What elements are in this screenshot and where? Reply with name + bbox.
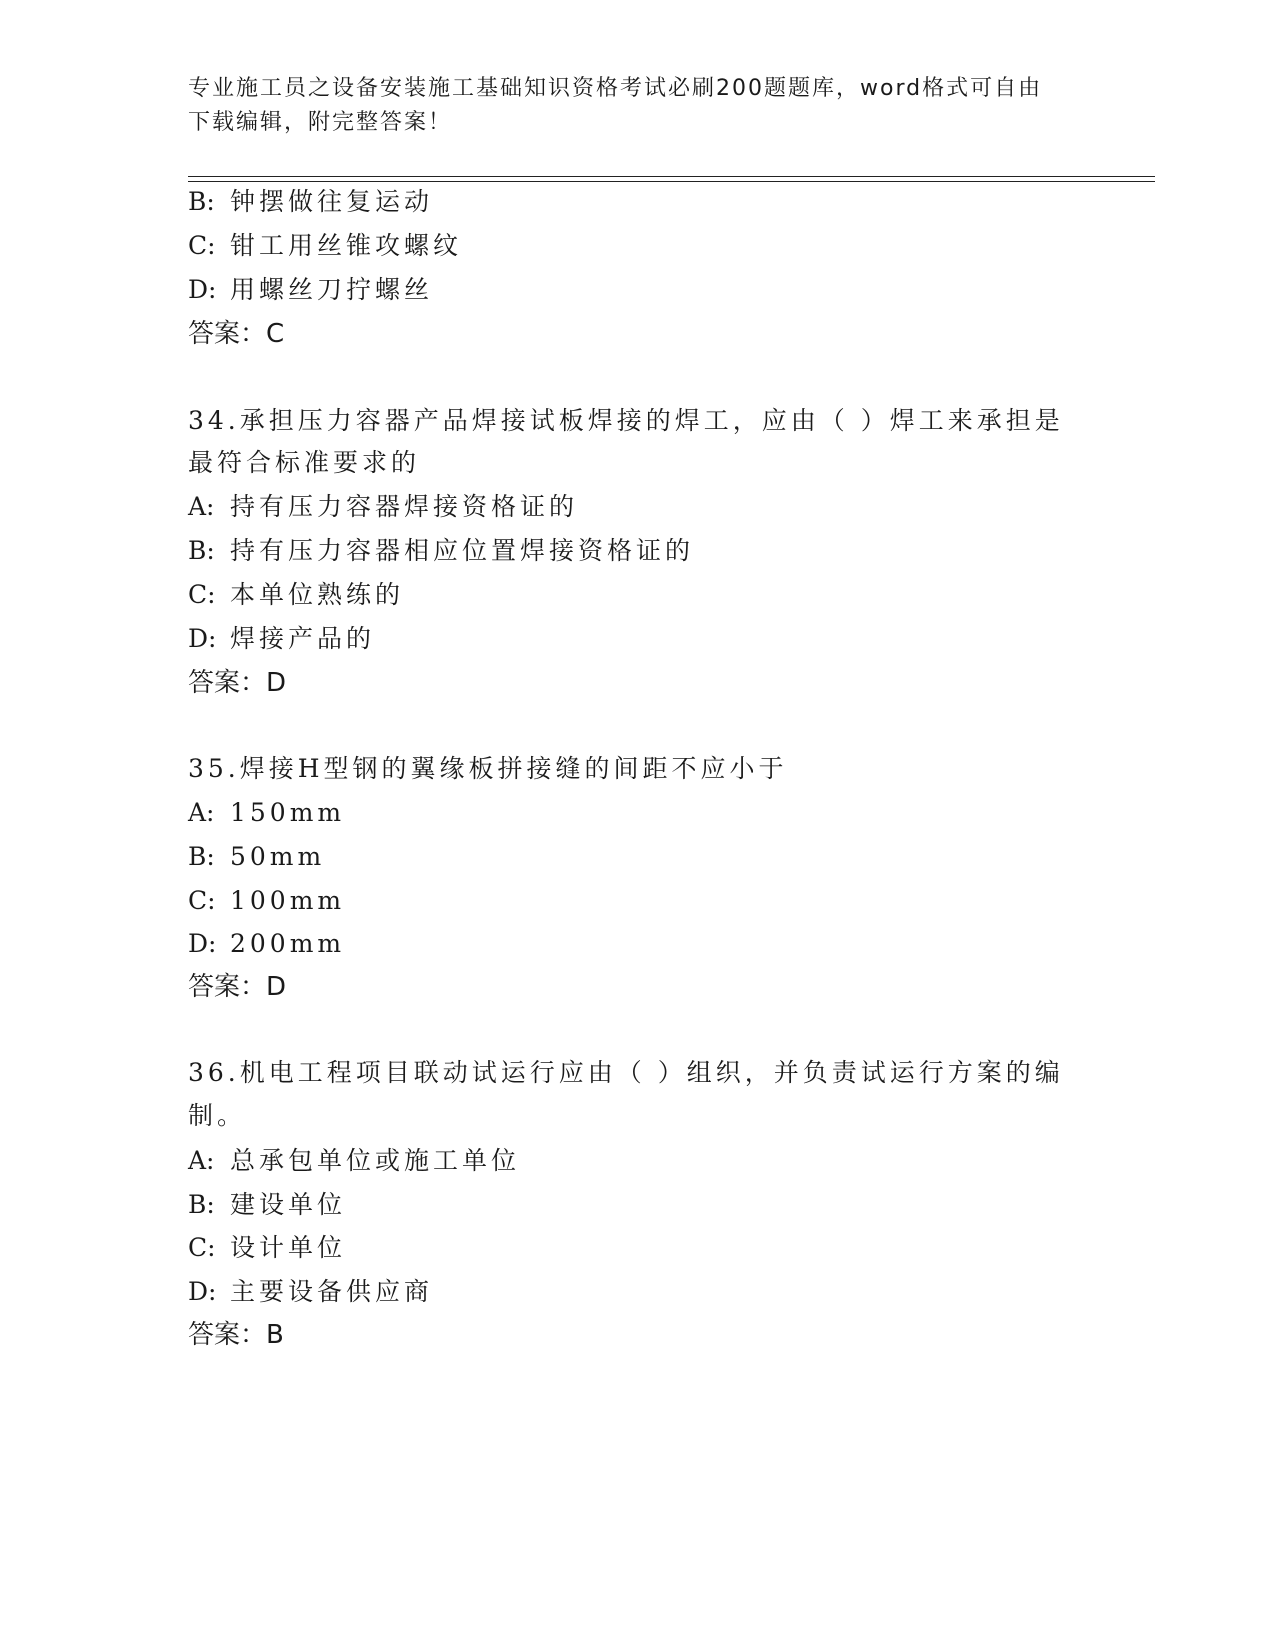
question-stem: 36.机电工程项目联动试运行应由（ ）组织，并负责试运行方案的编 [188,1058,1064,1087]
option-c: C: 钳工用丝锥攻螺纹 [188,231,463,260]
document-header [188,72,1068,140]
answer-line: 答案：C [188,319,285,349]
answer-line: 答案：D [188,972,287,1002]
question-stem: 34.承担压力容器产品焊接试板焊接的焊工，应由（ ）焊工来承担是 [188,406,1064,435]
header-divider-bottom [188,181,1155,182]
answer-line: 答案：B [188,1320,284,1350]
option-a: A: 持有压力容器焊接资格证的 [188,492,579,521]
option-c: C: 100mm [188,886,346,915]
header-divider-top [188,176,1155,177]
question-stem-continued: 制。 [188,1101,247,1130]
option-a: A: 总承包单位或施工单位 [188,1146,521,1175]
question-stem: 35.焊接H型钢的翼缘板拼接缝的间距不应小于 [188,754,788,783]
header-line-2: 下载编辑，附完整答案！ [188,110,453,135]
option-d: D: 焊接产品的 [188,624,376,653]
option-c: C: 本单位熟练的 [188,580,405,609]
option-b: B: 钟摆做往复运动 [188,187,434,216]
option-a: A: 150mm [188,798,346,827]
option-b: B: 持有压力容器相应位置焊接资格证的 [188,536,695,565]
question-stem-continued: 最符合标准要求的 [188,448,421,477]
option-b: B: 50mm [188,842,326,871]
option-c: C: 设计单位 [188,1233,347,1262]
option-d: D: 200mm [188,929,346,958]
option-b: B: 建设单位 [188,1190,347,1219]
option-d: D: 主要设备供应商 [188,1277,434,1306]
option-d: D: 用螺丝刀拧螺丝 [188,275,434,304]
answer-line: 答案：D [188,668,287,698]
header-line-1: 专业施工员之设备安装施工基础知识资格考试必刷200题题库，word格式可自由 [188,76,1043,101]
